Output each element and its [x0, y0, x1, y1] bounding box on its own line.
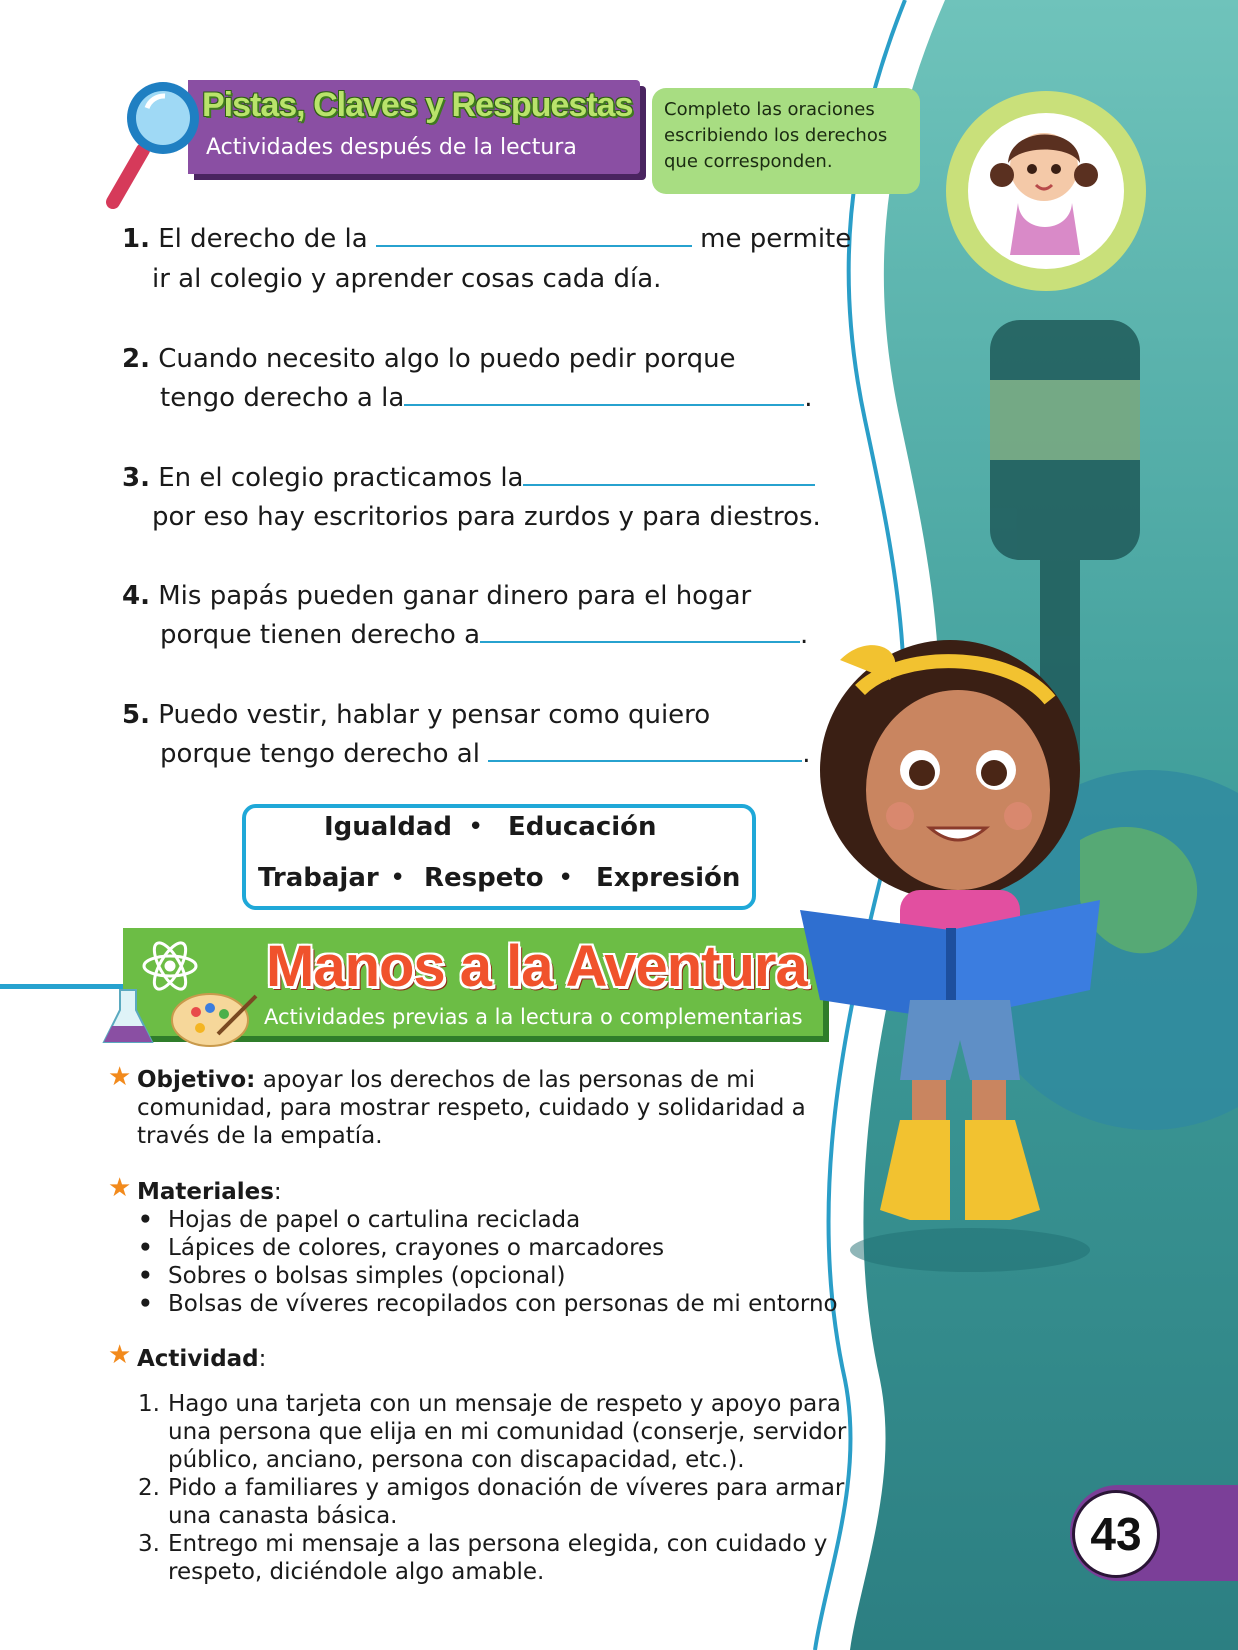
question-text: En el colegio practicamos la — [158, 463, 524, 493]
question-2-line-2 — [160, 378, 813, 418]
list-item: • Lápices de colores, crayones o marcadores — [138, 1234, 858, 1262]
activities-header-subtitle: Actividades después de la lectura — [206, 135, 577, 160]
question-1-line-2: ir al colegio y aprender cosas cada día. — [152, 264, 662, 294]
question-number: 1. — [122, 224, 150, 254]
question-text: porque tengo derecho al — [160, 739, 480, 769]
question-text: Mis papás pueden ganar dinero para el hogar — [158, 581, 752, 611]
objective-text: apoyar los derechos de las personas de mi comunidad, para mostrar respeto, cuidado y solidaridad a través de la empatía. — [137, 1067, 806, 1149]
word-bank-separator: • — [390, 863, 406, 893]
word-bank-separator: • — [468, 812, 484, 842]
atom-icon — [144, 938, 196, 993]
answer-blank-2[interactable] — [404, 380, 804, 406]
colon: : — [273, 1179, 282, 1205]
period: . — [802, 739, 811, 769]
materials-label: Materiales — [137, 1179, 274, 1205]
paint-palette-icon — [172, 994, 256, 1046]
question-1 — [122, 219, 851, 259]
question-text: Puedo vestir, hablar y pensar como quiero — [158, 700, 711, 730]
question-number: 4. — [122, 581, 150, 611]
step-text: Entrego mi mensaje a las persona elegida, con cuidado y respeto, diciéndole algo amable. — [168, 1531, 828, 1585]
star-icon: ★ — [108, 1173, 132, 1203]
list-item — [138, 1530, 848, 1586]
period: . — [804, 383, 813, 413]
objective-paragraph — [137, 1066, 817, 1150]
question-number: 2. — [122, 344, 150, 374]
girl-with-pencil-illustration — [940, 85, 1152, 297]
question-text: El derecho de la — [158, 224, 368, 254]
question-3 — [122, 458, 815, 498]
question-text: me permite — [700, 224, 852, 254]
word-bank-item: Expresión — [596, 863, 741, 893]
science-art-icons — [100, 930, 260, 1050]
answer-blank-5[interactable] — [488, 736, 802, 762]
step-number: 2. — [138, 1475, 160, 1501]
star-icon: ★ — [108, 1340, 132, 1370]
question-4 — [122, 576, 751, 616]
answer-blank-1[interactable] — [376, 221, 692, 247]
activities-header-title: Pistas, Claves y Respuestas — [202, 86, 633, 124]
question-2 — [122, 339, 736, 379]
list-item: • Hojas de papel o cartulina reciclada — [138, 1206, 858, 1234]
word-bank-item: Trabajar — [258, 863, 379, 893]
step-number: 1. — [138, 1391, 160, 1417]
question-text: Cuando necesito algo lo puedo pedir porque — [158, 344, 736, 374]
question-5 — [122, 695, 710, 735]
adventure-header-subtitle: Actividades previas a la lectura o complementarias — [264, 1005, 803, 1029]
adventure-header-title: Manos a la Aventura — [266, 934, 807, 999]
question-number: 3. — [122, 463, 150, 493]
list-item: • Bolsas de víveres recopilados con personas de mi entorno — [138, 1290, 858, 1318]
activity-label: Actividad — [137, 1346, 259, 1372]
word-bank-separator: • — [558, 863, 574, 893]
list-item — [138, 1390, 848, 1474]
period: . — [800, 620, 809, 650]
instruction-text: Completo las oraciones escribiendo los derechos que corresponden. — [664, 99, 888, 172]
flask-icon — [104, 990, 152, 1042]
word-bank-item: Respeto — [424, 863, 544, 893]
question-5-line-2 — [160, 734, 810, 774]
step-number: 3. — [138, 1531, 160, 1557]
list-item — [138, 1474, 848, 1530]
question-number: 5. — [122, 700, 150, 730]
star-icon: ★ — [108, 1062, 132, 1092]
magnifying-glass-icon — [105, 78, 205, 210]
question-text: tengo derecho a la — [160, 383, 405, 413]
activity-heading — [137, 1345, 266, 1373]
page-number: 43 — [1072, 1490, 1160, 1578]
materials-list — [138, 1206, 858, 1318]
word-bank-box — [242, 804, 756, 910]
step-text: Hago una tarjeta con un mensaje de respeto y apoyo para una persona que elija en mi comunidad (conserje, servidor público, anciano, persona con discapacidad, etc.). — [168, 1391, 847, 1473]
answer-blank-4[interactable] — [480, 617, 800, 643]
word-bank-item: Igualdad — [324, 812, 453, 842]
activity-steps — [138, 1390, 848, 1586]
word-bank-item: Educación — [508, 812, 657, 842]
colon: : — [258, 1346, 267, 1372]
materials-heading — [137, 1178, 282, 1206]
girl-reading-book-illustration — [800, 620, 1100, 1280]
question-3-line-2: por eso hay escritorios para zurdos y para diestros. — [152, 502, 821, 532]
answer-blank-3[interactable] — [523, 460, 815, 486]
question-text: porque tienen derecho a — [160, 620, 481, 650]
question-4-line-2 — [160, 615, 808, 655]
list-item: • Sobres o bolsas simples (opcional) — [138, 1262, 858, 1290]
objective-label: Objetivo: — [137, 1067, 256, 1093]
step-text: Pido a familiares y amigos donación de víveres para armar una canasta básica. — [168, 1475, 845, 1529]
